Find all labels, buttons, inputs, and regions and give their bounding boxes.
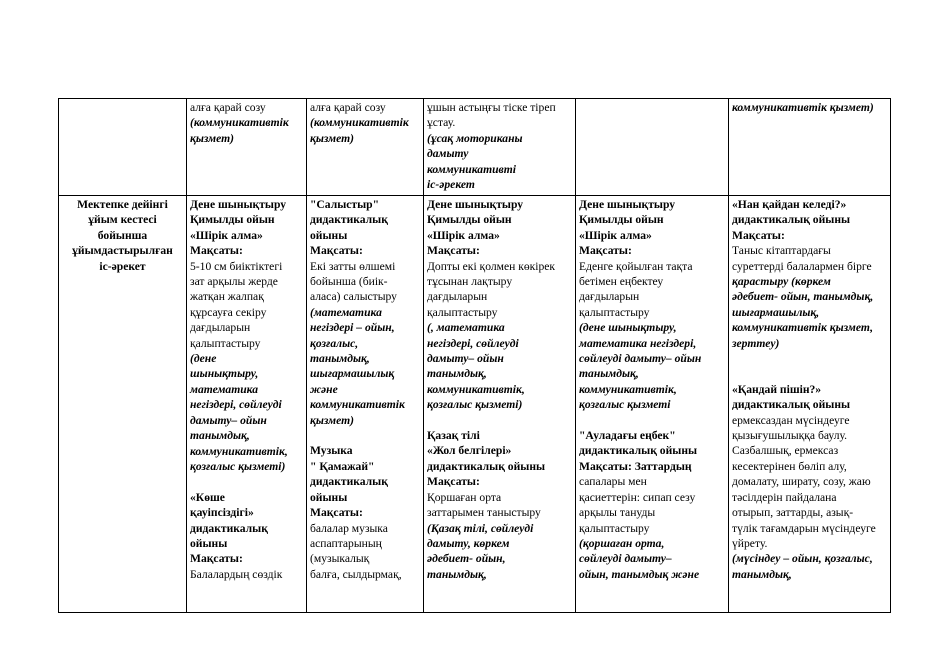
cell-text-line: дамыту, көркем	[427, 536, 510, 550]
cell-text-line: Таныс кітаптардағы	[732, 244, 831, 258]
cell-text-line: үйрету.	[732, 536, 768, 550]
cell-text-line: танымдық,	[732, 567, 792, 581]
cell-text-line: Балалардың сөздік	[190, 567, 283, 581]
cell-text-line: ұйымдастырылған	[72, 244, 173, 258]
cell-text-line: Мектепке дейінгі	[77, 198, 168, 211]
cell-text-line: 5-10 см биіктіктегі	[190, 259, 283, 273]
cell-text-line: Екі затты өлшемі	[310, 259, 396, 273]
cell-text-line: коммуникативтік,	[190, 444, 288, 458]
cell-text-line: балалар музыка	[310, 521, 388, 535]
cell-text-line: ұшын астыңғы тіске тіреп	[427, 101, 556, 114]
cell-text-line: түлік тағамдарын мүсіндеуге	[732, 521, 876, 535]
cell-text-line	[732, 351, 887, 366]
cell-text-line: бойынша	[97, 228, 148, 242]
cell-text-line: іс-әрекет	[427, 178, 475, 192]
cell-text-line: іс-әрекет	[99, 259, 146, 273]
cell-text-line: (дене шынықтыру,	[579, 321, 677, 335]
cell-text-line: сөйлеуді дамыту–	[579, 552, 672, 566]
cell-text-line: " Қамажай"	[310, 459, 375, 473]
cell-text-line: ойыны	[190, 536, 228, 550]
cell-text-line: Мақсаты:	[579, 244, 632, 258]
cell-text-line: коммуникативтік,	[427, 382, 525, 396]
cell-text-line: (музыкалық	[310, 552, 370, 566]
cell-text-line: «Шірік алма»	[190, 228, 263, 242]
cell-text-line: бойынша (биік-	[310, 275, 388, 289]
cell-text-line: танымдық,	[579, 367, 639, 381]
cell-text-line: Мақсаты:	[190, 244, 243, 258]
cell-text-line: (коммуникативтік	[310, 116, 409, 130]
cell-text-line: коммуникативті	[427, 162, 516, 176]
cell-text-line: танымдық,	[190, 429, 250, 443]
table-row	[59, 196, 891, 613]
cell-text-line: Музыка	[310, 444, 353, 458]
cell-text-line: шығармашылық	[310, 367, 395, 381]
cell-text-line: бетімен еңбектеу	[579, 275, 664, 289]
cell-text-line: шынықтыру,	[190, 367, 259, 381]
cell-text-line: қасиеттерін: сипап сезу	[579, 490, 696, 504]
cell-text-line: «Көше	[190, 490, 225, 504]
cell-text-line: дамыту– ойын	[427, 352, 504, 366]
cell-text-line: қарастыру (көркем	[732, 275, 831, 289]
table-cell	[187, 99, 307, 196]
cell-text-line: "Салыстыр"	[310, 198, 380, 211]
cell-text-line: (қоршаған орта,	[579, 536, 665, 550]
table-cell	[424, 99, 576, 196]
cell-text-line: суреттерді балалармен бірге	[732, 259, 872, 273]
cell-text-line: тұсынан лақтыру	[427, 275, 513, 289]
cell-text-line: ұйым кестесі	[88, 213, 157, 227]
cell-text-line: заттарымен таныстыру	[427, 506, 541, 520]
table-cell	[59, 99, 187, 196]
cell-text-line: (математика	[310, 305, 382, 319]
cell-text-line: (, математика	[427, 321, 505, 335]
cell-text-line: танымдық,	[427, 367, 487, 381]
cell-text-line: дидактикалық ойыны	[579, 444, 698, 458]
table-cell	[576, 99, 729, 196]
cell-text-line: Мақсаты: Заттардың	[579, 459, 692, 473]
cell-text-line: шығармашылық,	[732, 305, 820, 319]
cell-text-line: қалыптастыру	[579, 521, 650, 535]
cell-text-line: Қимылды ойын	[190, 213, 275, 227]
cell-text-line: (дене	[190, 352, 217, 366]
cell-text-line: ойын, танымдық және	[579, 567, 700, 581]
table-cell	[307, 196, 424, 613]
cell-text-line: сапалары мен	[579, 475, 647, 489]
cell-text-line: кесектерінен бөліп алу,	[732, 459, 847, 473]
cell-text-line: Дене шынықтыру	[579, 198, 676, 211]
table-cell	[576, 196, 729, 613]
cell-text-line: ұстау.	[427, 116, 456, 130]
cell-text-line: қызығушылыққа баулу.	[732, 429, 848, 443]
cell-text-line: дидактикалық	[310, 475, 388, 489]
cell-text-line: Қимылды ойын	[579, 213, 664, 227]
cell-text-line: дағдыларын	[190, 321, 251, 335]
table-row	[59, 99, 891, 196]
cell-text-line: алға қарай созу	[310, 101, 386, 114]
cell-text-line: Мақсаты:	[310, 244, 363, 258]
cell-text-line: Мақсаты:	[190, 552, 243, 566]
cell-text-line: дидактикалық ойыны	[732, 213, 851, 227]
cell-text-line: дамыту	[427, 147, 469, 161]
cell-text-line: «Қандай пішін?»	[732, 382, 822, 396]
cell-text-line: арқылы тануды	[579, 506, 656, 520]
schedule-table	[58, 98, 891, 613]
cell-text-line: қалыптастыру	[190, 336, 261, 350]
cell-text-line: Еденге қойылған тақта	[579, 259, 693, 273]
cell-text-line	[310, 428, 420, 443]
cell-text-line: негіздері, сөйлеуді	[427, 336, 519, 350]
cell-text-line: аласа) салыстыру	[310, 290, 397, 304]
cell-text-line: «Шірік алма»	[579, 228, 652, 242]
cell-text-line: «Шірік алма»	[427, 228, 500, 242]
table-cell	[729, 196, 891, 613]
table-cell	[729, 99, 891, 196]
cell-text-line: қалыптастыру	[427, 305, 498, 319]
cell-text-line: тәсілдерін пайдалана	[732, 490, 837, 504]
cell-text-line: (коммуникативтік	[190, 116, 289, 130]
cell-text-line: Допты екі қолмен көкірек	[427, 259, 556, 273]
cell-text-line: «Жол белгілері»	[427, 444, 512, 458]
cell-text-line: Қимылды ойын	[427, 213, 512, 227]
cell-text-line: Дене шынықтыру	[427, 198, 524, 211]
cell-text-line: әдебиет- ойын,	[427, 552, 506, 566]
cell-text-line: коммуникативтік	[310, 398, 405, 412]
cell-text-line: негіздері – ойын,	[310, 321, 395, 335]
cell-text-line: қозғалыс қызметі)	[427, 398, 523, 412]
cell-text-line: Мақсаты:	[310, 506, 363, 520]
cell-text-line: құрсауға секіру	[190, 305, 267, 319]
cell-text-line: қозғалыс,	[310, 336, 359, 350]
cell-text-line: Мақсаты:	[427, 475, 480, 489]
cell-text-line: танымдық,	[427, 567, 487, 581]
cell-text-line	[427, 413, 572, 428]
cell-text-line	[190, 474, 303, 489]
cell-text-line: математика	[190, 382, 259, 396]
cell-text-line: математика негіздері,	[579, 336, 697, 350]
cell-text-line: және	[310, 382, 338, 396]
cell-text-line: зерттеу)	[732, 336, 780, 350]
cell-text-line: қозғалыс қызметі	[579, 398, 671, 412]
cell-text-line: негіздері, сөйлеуді	[190, 398, 282, 412]
cell-text-line: жатқан жалпақ	[190, 290, 264, 304]
cell-text-line: (ұсақ моториканы	[427, 131, 523, 145]
cell-text-line: ойыны	[310, 490, 348, 504]
cell-text-line: отырып, заттарды, азық-	[732, 506, 854, 520]
cell-text-line: дидактикалық	[190, 521, 268, 535]
cell-text-line: домалату, ширату, созу, жаю	[732, 475, 871, 489]
cell-text-line: Дене шынықтыру	[190, 198, 287, 211]
cell-text-line: алға қарай созу	[190, 101, 266, 114]
cell-text-line	[579, 413, 725, 428]
cell-text-line: дидактикалық	[310, 213, 388, 227]
cell-text-line: қызмет)	[190, 131, 234, 145]
table-cell	[307, 99, 424, 196]
cell-text-line: қалыптастыру	[579, 305, 650, 319]
cell-text-line: зат арқылы жерде	[190, 275, 278, 289]
cell-text-line: қызмет)	[310, 413, 354, 427]
cell-text-line: қызмет)	[310, 131, 354, 145]
cell-text-line: қозғалыс қызметі)	[190, 459, 286, 473]
cell-text-line: (мүсіндеу – ойын, қозғалыс,	[732, 552, 873, 566]
cell-text-line: дидактикалық ойыны	[732, 398, 851, 412]
cell-text-line: ермексаздан мүсіндеуге	[732, 413, 850, 427]
cell-text-line: балға, сылдырмақ,	[310, 567, 402, 581]
cell-text-line	[732, 366, 887, 381]
cell-text-line: әдебиет- ойын, танымдық,	[732, 290, 874, 304]
cell-text-line: коммуникативтік қызмет,	[732, 321, 874, 335]
table-cell	[187, 196, 307, 613]
cell-text-line: Мақсаты:	[427, 244, 480, 258]
cell-text-line: танымдық,	[310, 352, 370, 366]
cell-text-line: аспаптарының	[310, 536, 382, 550]
cell-text-line: дидактикалық ойыны	[427, 459, 546, 473]
cell-text-line: қауіпсіздігі»	[190, 506, 254, 520]
cell-text-line: сөйлеуді дамыту– ойын	[579, 352, 702, 366]
cell-text-line: коммуникативтік,	[579, 382, 677, 396]
cell-text-line: Сазбалшық, ермексаз	[732, 444, 839, 458]
cell-text-line: дағдыларын	[579, 290, 640, 304]
cell-text-line: ойыны	[310, 228, 348, 242]
cell-text-line: Қоршаған орта	[427, 490, 502, 504]
cell-text-line: "Ауладағы еңбек"	[579, 429, 676, 443]
table-cell	[424, 196, 576, 613]
cell-text-line: (Қазақ тілі, сөйлеуді	[427, 521, 534, 535]
cell-text-line: дағдыларын	[427, 290, 488, 304]
cell-text-line: «Нан қайдан келеді?»	[732, 198, 847, 211]
cell-text-line: дамыту– ойын	[190, 413, 267, 427]
cell-text-line: Қазақ тілі	[427, 429, 480, 443]
cell-text-line: Мақсаты:	[732, 228, 785, 242]
table-cell	[59, 196, 187, 613]
cell-text-line: коммуникативтік қызмет)	[732, 101, 874, 114]
